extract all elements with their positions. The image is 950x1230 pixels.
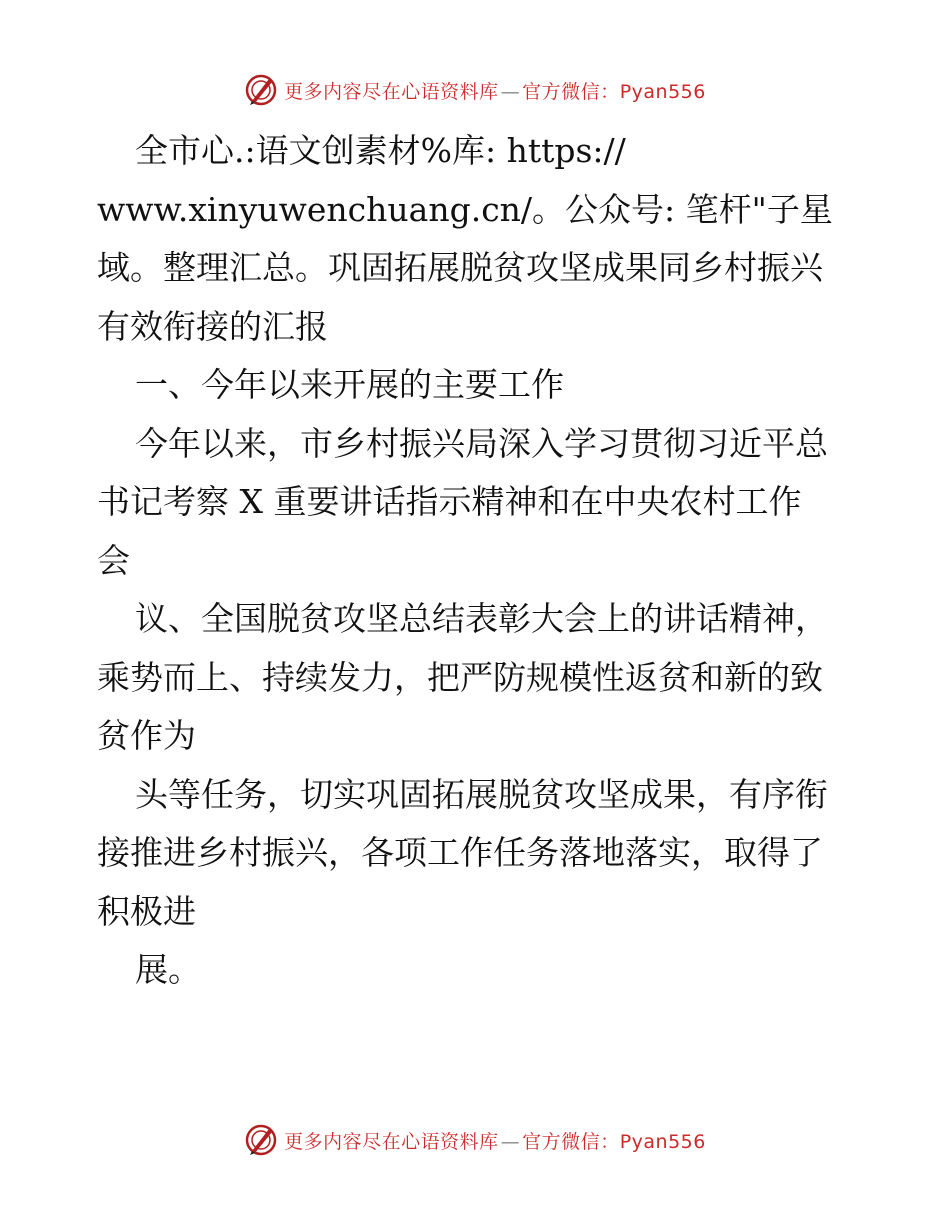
watermark-main-text: 更多内容尽在心语资料库: [284, 1130, 499, 1153]
header-watermark: [0, 70, 950, 110]
text-line: www.xinyuwenchuang.cn/。公众号: 笔杆"子星: [97, 189, 833, 229]
watermark-suffix-text: 官方微信：: [522, 1130, 620, 1153]
pen-logo-icon: [244, 73, 278, 107]
text-line: 议、全国脱贫攻坚总结表彰大会上的讲话精神，: [135, 599, 828, 638]
watermark-separator: —: [500, 1130, 521, 1153]
text-line: 贫作为: [97, 716, 196, 755]
text-line: 全市心.:语文创素材%库: https://: [135, 131, 626, 170]
text-line: 有效衔接的汇报: [97, 306, 328, 346]
pen-logo-icon: [244, 1123, 278, 1157]
document-body: [97, 122, 857, 1000]
watermark-id: Pyan556: [619, 1130, 706, 1153]
watermark-id: Pyan556: [619, 80, 706, 103]
text-line: 展。: [135, 950, 201, 989]
section-heading: 一、今年以来开展的主要工作: [135, 365, 564, 404]
footer-watermark: [0, 1120, 950, 1160]
text-line: 积极进: [97, 891, 196, 931]
watermark-suffix-text: 官方微信：: [522, 80, 620, 103]
text-line: 会: [97, 540, 130, 580]
watermark-main-text: 更多内容尽在心语资料库: [284, 80, 499, 103]
text-line: 乘势而上、持续发力，把严防规模性返贫和新的致: [97, 657, 823, 697]
text-line: 今年以来，市乡村振兴局深入学习贯彻习近平总: [135, 423, 828, 463]
text-line: 域。整理汇总。巩固拓展脱贫攻坚成果同乡村振兴: [97, 248, 823, 287]
watermark-separator: —: [500, 80, 521, 103]
text-line: 头等任务，切实巩固拓展脱贫攻坚成果，有序衔: [135, 774, 828, 814]
text-line: 书记考察 X 重要讲话指示精神和在中央农村工作: [97, 482, 802, 521]
text-line: 接推进乡村振兴，各项工作任务落地落实，取得了: [97, 833, 823, 872]
